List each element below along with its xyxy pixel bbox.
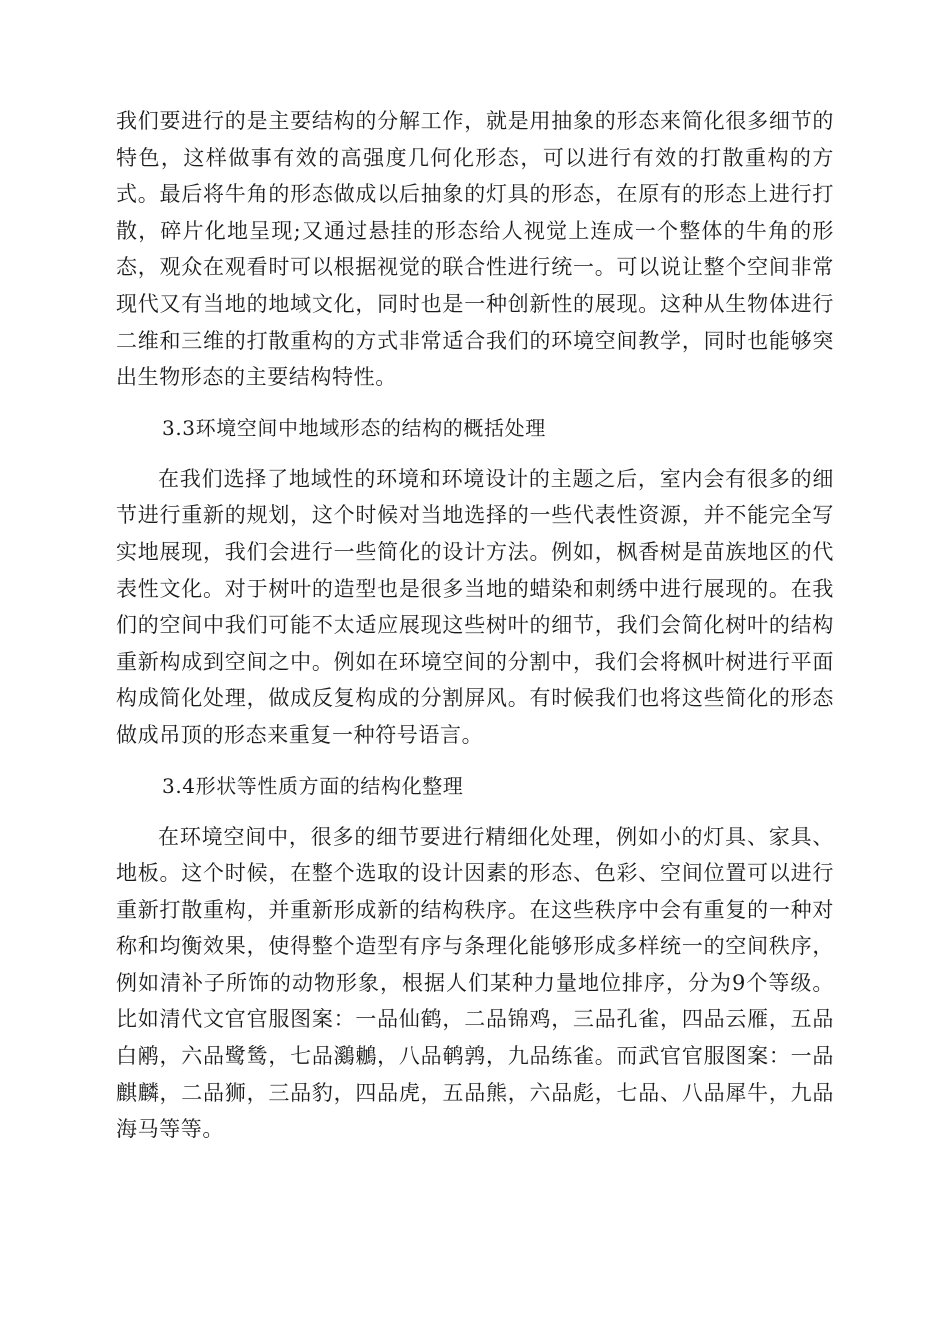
body-paragraph-3-4: 在环境空间中，很多的细节要进行精细化处理，例如小的灯具、家具、地板。这个时候，在整个选取的设计因素的形态、色彩、空间位置可以进行重新打散重构，并重新形成新的结构秩序。在这些秩序中会有重复的一种对称和均衡效果，使得整个造型有序与条理化能够形成多样统一的空间秩序，例如清补子所饰的动物形象，根据人们某种力量地位排序，分为9个等级。比如清代文官官服图案：一品仙鹤，二品锦鸡，三品孔雀，四品云雁，五品白鹇，六品鹭鸶，七品鸂鶒，八品鹌鹑，九品练雀。而武官官服图案：一品麒麟，二品狮，三品豹，四品虎，五品熊，六品彪，七品、八品犀牛，九品海马等等。	[116, 824, 834, 1142]
section-heading-3-4: 3.4形状等性质方面的结构化整理	[162, 773, 464, 798]
section-heading-3-3: 3.3环境空间中地域形态的结构的概括处理	[162, 415, 546, 440]
document-page	[116, 103, 834, 1148]
body-paragraph-intro: 我们要进行的是主要结构的分解工作，就是用抽象的形态来简化很多细节的特色，这样做事有效的高强度几何化形态，可以进行有效的打散重构的方式。最后将牛角的形态做成以后抽象的灯具的形态，在原有的形态上进行打散，碎片化地呈现;又通过悬挂的形态给人视觉上连成一个整体的牛角的形态，观众在观看时可以根据视觉的联合性进行统一。可以说让整个空间非常现代又有当地的地域文化，同时也是一种创新性的展现。这种从生物体进行二维和三维的打散重构的方式非常适合我们的环境空间教学，同时也能够突出生物形态的主要结构特性。	[116, 109, 834, 390]
body-paragraph-3-3: 在我们选择了地域性的环境和环境设计的主题之后，室内会有很多的细节进行重新的规划，这个时候对当地选择的一些代表性资源，并不能完全写实地展现，我们会进行一些简化的设计方法。例如，枫香树是苗族地区的代表性文化。对于树叶的造型也是很多当地的蜡染和刺绣中进行展现的。在我们的空间中我们可能不太适应展现这些树叶的细节，我们会简化树叶的结构重新构成到空间之中。例如在环境空间的分割中，我们会将枫叶树进行平面构成简化处理，做成反复构成的分割屏风。有时候我们也将这些简化的形态做成吊顶的形态来重复一种符号语言。	[116, 466, 834, 747]
